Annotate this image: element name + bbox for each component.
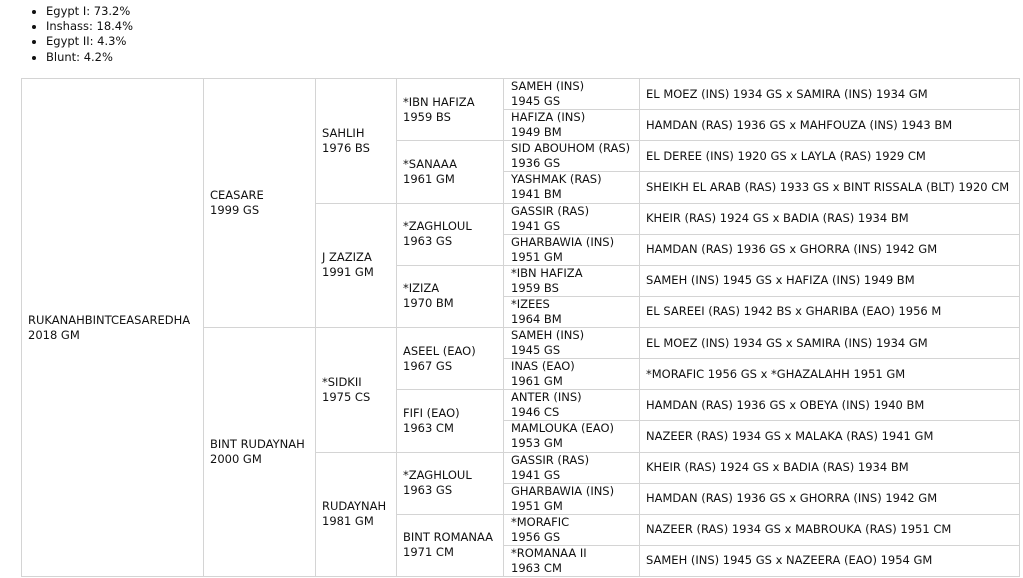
horse-year: 1961 GM	[511, 374, 563, 389]
gen5-ancestor	[504, 203, 640, 234]
gen4-ancestor	[397, 452, 504, 514]
horse-name: *MORAFIC	[511, 514, 570, 529]
horse-name: *ROMANAA II	[511, 545, 587, 560]
horse-year: 1945 GS	[511, 343, 561, 358]
pedigree-table	[21, 78, 1020, 577]
horse-year: 1981 GM	[322, 514, 374, 529]
sire	[204, 79, 316, 328]
horse-name: *SIDKII	[322, 374, 362, 389]
horse-name: SAHLIH	[322, 125, 365, 140]
horse-year: 1963 CM	[403, 420, 454, 435]
horse-year: 1964 BM	[511, 311, 562, 326]
horse-name: YASHMAK (RAS)	[511, 172, 602, 187]
gen5-ancestor	[504, 390, 640, 421]
gen4-ancestor	[397, 328, 504, 390]
gen5-ancestor	[504, 79, 640, 110]
gen5-ancestor	[504, 421, 640, 452]
gen5-ancestor	[504, 296, 640, 327]
horse-name: *ZAGHLOUL	[403, 468, 472, 483]
horse-name: GASSIR (RAS)	[511, 203, 590, 218]
gen5-ancestor	[504, 172, 640, 203]
gen4-ancestor	[397, 390, 504, 452]
gen6-parents: HAMDAN (RAS) 1936 GS x GHORRA (INS) 1942 GM	[640, 234, 1020, 265]
breed-percentage-item: • Egypt II: 4.3%	[46, 34, 133, 49]
horse-year: 1999 GS	[210, 203, 260, 217]
horse-name: GHARBAWIA (INS)	[511, 483, 615, 498]
gen5-ancestor	[504, 452, 640, 483]
gen4-ancestor	[397, 265, 504, 327]
horse-name: RUKANAHBINTCEASAREDHA	[28, 312, 191, 327]
grandsire	[316, 79, 397, 204]
horse-year: 1949 BM	[511, 125, 562, 140]
horse-year: 1946 CS	[511, 405, 560, 420]
gen6-parents: KHEIR (RAS) 1924 GS x BADIA (RAS) 1934 BM	[640, 452, 1020, 483]
gen6-parents: NAZEER (RAS) 1934 GS x MALAKA (RAS) 1941 GM	[640, 421, 1020, 452]
horse-year: 1941 GS	[511, 218, 561, 233]
gen6-parents: NAZEER (RAS) 1934 GS x MABROUKA (RAS) 1951 CM	[640, 514, 1020, 545]
horse-name: INAS (EAO)	[511, 359, 575, 374]
horse-name: SAMEH (INS)	[511, 79, 585, 94]
horse-year: 1941 BM	[511, 187, 562, 202]
gen6-parents: KHEIR (RAS) 1924 GS x BADIA (RAS) 1934 BM	[640, 203, 1020, 234]
gen6-parents: *MORAFIC 1956 GS x *GHAZALAHH 1951 GM	[640, 359, 1020, 390]
horse-year: 1951 GM	[511, 249, 563, 264]
horse-year: 1959 BS	[403, 109, 451, 124]
horse-name: GHARBAWIA (INS)	[511, 234, 615, 249]
breed-percentage-item: • Blunt: 4.2%	[46, 50, 133, 65]
horse-name: SID ABOUHOM (RAS)	[511, 141, 631, 156]
gen5-ancestor	[504, 110, 640, 141]
gen6-parents: SAMEH (INS) 1945 GS x HAFIZA (INS) 1949 BM	[640, 265, 1020, 296]
gen6-parents: SHEIKH EL ARAB (RAS) 1933 GS x BINT RISSALA (BLT) 1920 CM	[640, 172, 1020, 203]
horse-name: RUDAYNAH	[322, 499, 387, 514]
gen4-ancestor	[397, 141, 504, 203]
gen5-ancestor	[504, 141, 640, 172]
granddam	[316, 452, 397, 577]
gen4-ancestor	[397, 79, 504, 141]
horse-year: 1967 GS	[403, 358, 453, 373]
horse-year: 1941 GS	[511, 467, 561, 482]
horse-name: *IBN HAFIZA	[511, 265, 583, 280]
horse-year: 2000 GM	[210, 452, 262, 466]
horse-name: J ZAZIZA	[322, 250, 372, 265]
granddam	[316, 203, 397, 328]
horse-name: *IZEES	[511, 296, 550, 311]
gen4-ancestor	[397, 203, 504, 265]
horse-year: 1971 CM	[403, 545, 454, 560]
gen5-ancestor	[504, 545, 640, 576]
horse-year: 1963 GS	[403, 483, 453, 498]
gen6-parents: EL MOEZ (INS) 1934 GS x SAMIRA (INS) 1934 GM	[640, 328, 1020, 359]
gen4-ancestor	[397, 514, 504, 576]
horse-name: ANTER (INS)	[511, 390, 582, 405]
horse-name: HAFIZA (INS)	[511, 110, 586, 125]
gen6-parents: HAMDAN (RAS) 1936 GS x MAHFOUZA (INS) 1943 BM	[640, 110, 1020, 141]
gen5-ancestor	[504, 328, 640, 359]
breed-percentage-list	[22, 4, 133, 65]
subject-horse	[22, 79, 204, 577]
gen6-parents: EL DEREE (INS) 1920 GS x LAYLA (RAS) 1929 CM	[640, 141, 1020, 172]
horse-year: 1963 CM	[511, 560, 562, 575]
horse-name: MAMLOUKA (EAO)	[511, 421, 614, 436]
gen6-parents: HAMDAN (RAS) 1936 GS x OBEYA (INS) 1940 BM	[640, 390, 1020, 421]
grandsire	[316, 328, 397, 453]
horse-name: *IBN HAFIZA	[403, 94, 475, 109]
horse-name: CEASARE	[210, 188, 264, 202]
horse-name: *SANAAA	[403, 156, 457, 171]
horse-year: 1959 BS	[511, 280, 559, 295]
horse-year: 1956 GS	[511, 529, 561, 544]
gen5-ancestor	[504, 234, 640, 265]
dam	[204, 328, 316, 577]
gen5-ancestor	[504, 483, 640, 514]
horse-name: *ZAGHLOUL	[403, 219, 472, 234]
breed-percentage-item: • Egypt I: 73.2%	[46, 4, 133, 19]
horse-year: 1963 GS	[403, 234, 453, 249]
horse-year: 1945 GS	[511, 94, 561, 109]
horse-year: 1961 GM	[403, 171, 455, 186]
horse-year: 1975 CS	[322, 389, 371, 404]
gen5-ancestor	[504, 265, 640, 296]
horse-name: BINT RUDAYNAH	[210, 437, 305, 451]
gen6-parents: EL MOEZ (INS) 1934 GS x SAMIRA (INS) 1934 GM	[640, 79, 1020, 110]
gen6-parents: HAMDAN (RAS) 1936 GS x GHORRA (INS) 1942 GM	[640, 483, 1020, 514]
gen6-parents: SAMEH (INS) 1945 GS x NAZEERA (EAO) 1954 GM	[640, 545, 1020, 576]
horse-name: BINT ROMANAA	[403, 530, 494, 545]
horse-name: *IZIZA	[403, 281, 440, 296]
horse-name: ASEEL (EAO)	[403, 343, 476, 358]
gen5-ancestor	[504, 514, 640, 545]
horse-year: 1976 BS	[322, 140, 370, 155]
horse-name: GASSIR (RAS)	[511, 452, 590, 467]
horse-year: 1953 GM	[511, 436, 563, 451]
horse-name: SAMEH (INS)	[511, 328, 585, 343]
gen6-parents: EL SAREEI (RAS) 1942 BS x GHARIBA (EAO) 1956 M	[640, 296, 1020, 327]
gen5-ancestor	[504, 359, 640, 390]
horse-year: 1951 GM	[511, 498, 563, 513]
horse-year: 2018 GM	[28, 327, 80, 342]
horse-year: 1970 BM	[403, 296, 454, 311]
horse-year: 1991 GM	[322, 265, 374, 280]
horse-year: 1936 GS	[511, 156, 561, 171]
horse-name: FIFI (EAO)	[403, 405, 460, 420]
breed-percentage-item: • Inshass: 18.4%	[46, 19, 133, 34]
